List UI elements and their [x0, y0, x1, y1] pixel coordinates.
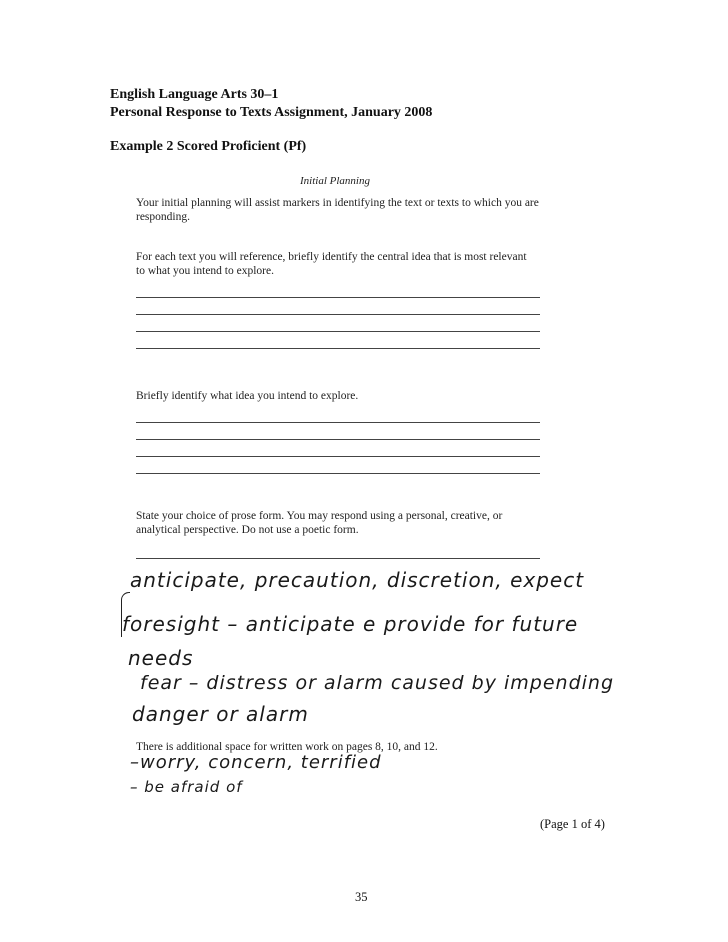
- answer-line: [136, 314, 540, 315]
- additional-space-note: There is additional space for written work on pages 8, 10, and 12.: [136, 741, 438, 753]
- doc-title: English Language Arts 30–1: [110, 87, 279, 102]
- handwritten-line: fear – distress or alarm caused by impending: [140, 672, 615, 694]
- page-number: 35: [355, 890, 368, 904]
- handwritten-line: – be afraid of: [130, 778, 243, 796]
- answer-line: [136, 456, 540, 457]
- handwritten-line: danger or alarm: [132, 702, 309, 726]
- handwritten-line: needs: [128, 646, 194, 670]
- handwritten-line: –worry, concern, terrified: [130, 752, 382, 773]
- answer-line: [136, 473, 540, 474]
- form-intro: Your initial planning will assist markers in identifying the text or texts to which you are responding.: [136, 197, 539, 223]
- prompt-prose-form: State your choice of prose form. You may respond using a personal, creative, or analytical perspective. Do not use a poetic form.: [136, 510, 503, 536]
- prompt-idea-to-explore: Briefly identify what idea you intend to explore.: [136, 390, 359, 402]
- handwritten-line: foresight – anticipate e provide for future: [122, 612, 579, 636]
- answer-line: [136, 331, 540, 332]
- answer-line: [136, 297, 540, 298]
- doc-subtitle: Personal Response to Texts Assignment, January 2008: [110, 105, 433, 120]
- answer-line: [136, 439, 540, 440]
- prompt-central-idea: For each text you will reference, briefly identify the central idea that is most relevant to what you intend to explore.: [136, 251, 527, 277]
- answer-line: [136, 422, 540, 423]
- page-of-label: (Page 1 of 4): [540, 817, 605, 831]
- form-title: Initial Planning: [300, 175, 370, 187]
- answer-line: [136, 558, 540, 559]
- handwritten-line: anticipate, precaution, discretion, expect: [130, 568, 585, 592]
- answer-line: [136, 348, 540, 349]
- example-label: Example 2 Scored Proficient (Pf): [110, 139, 307, 154]
